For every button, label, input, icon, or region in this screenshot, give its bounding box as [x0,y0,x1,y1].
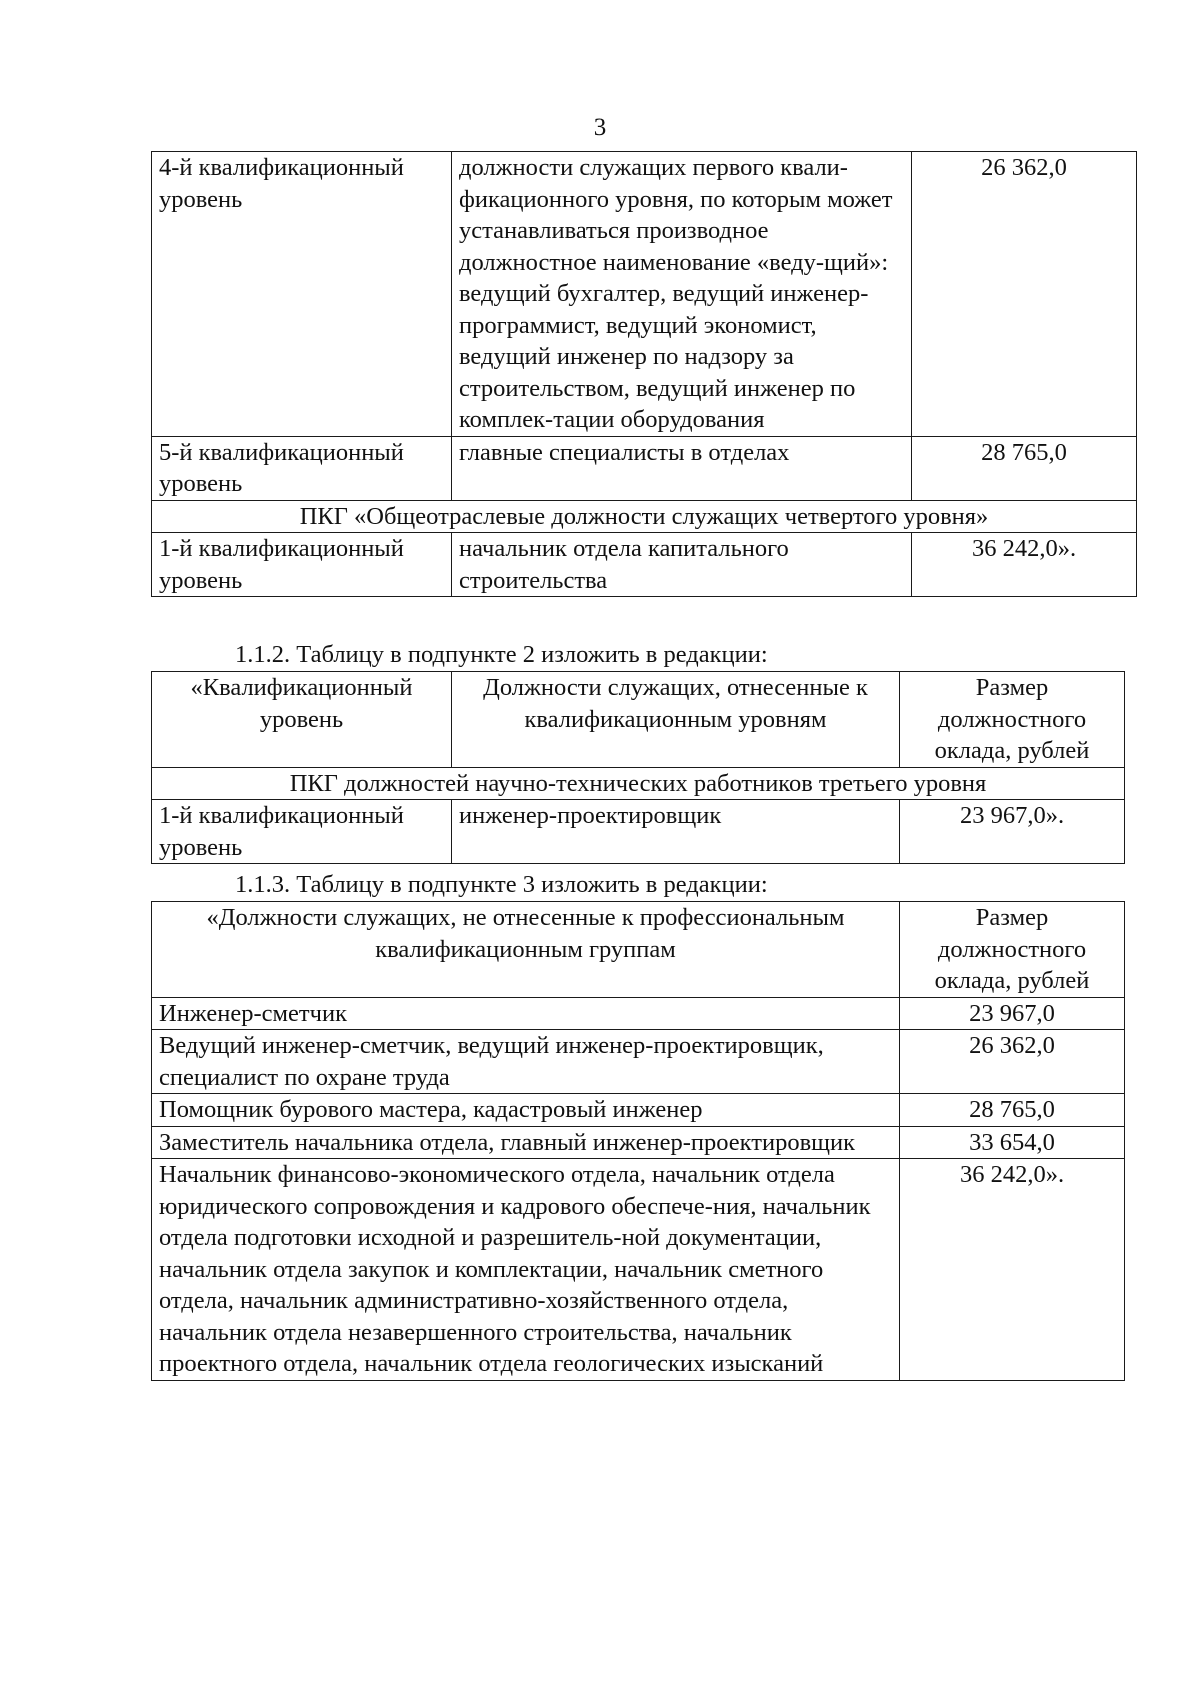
salary-cell: 26 362,0 [900,1030,1125,1094]
positions-cell: начальник отдела капитального строительства [452,533,912,597]
level-cell: 5-й квалификационный уровень [152,436,452,500]
salary-cell: 23 967,0 [900,997,1125,1030]
table-row [152,533,1137,597]
salary-cell: 26 362,0 [912,152,1137,437]
positions-cell: главные специалисты в отделах [452,436,912,500]
table-scientific-technical [151,671,1125,864]
positions-cell: Начальник финансово-экономического отдела, начальник отдела юридического сопровождения и кадрового обеспече-ния, начальник отдела подготовки исходной и разрешитель-ной документации, начальник отдела закупок и комплектации, начальник сметного отдела, начальник административно-хозяйственного отдела, начальник отдела незавершенного строительства, начальник проектного отдела, начальник отдела геологических изысканий [152,1159,900,1381]
header-positions: «Должности служащих, не отнесенные к профессиональным квалификационным группам [152,902,900,998]
group-heading: ПКГ должностей научно-технических работников третьего уровня [152,767,1125,800]
page-number: 3 [593,114,607,141]
paragraph-1-1-3: 1.1.3. Таблицу в подпункте 3 изложить в редакции: [235,871,768,898]
salary-cell: 28 765,0 [912,436,1137,500]
header-level: «Квалификационный уровень [152,672,452,768]
salary-cell: 28 765,0 [900,1094,1125,1127]
table-row [152,1094,1125,1127]
group-row [152,500,1137,533]
level-cell: 1-й квалификационный уровень [152,800,452,864]
positions-cell: Заместитель начальника отдела, главный инженер-проектировщик [152,1126,900,1159]
header-salary: Размер должностного оклада, рублей [900,902,1125,998]
level-cell: 1-й квалификационный уровень [152,533,452,597]
positions-cell: Инженер-сметчик [152,997,900,1030]
salary-cell: 36 242,0». [912,533,1137,597]
table-row [152,800,1125,864]
level-cell: 4-й квалификационный уровень [152,152,452,437]
table-row [152,1030,1125,1094]
positions-cell: инженер-проектировщик [452,800,900,864]
group-row [152,767,1125,800]
table-pkg-fourth-level [151,151,1137,597]
header-salary: Размер должностного оклада, рублей [900,672,1125,768]
table-row [152,1159,1125,1381]
salary-cell: 23 967,0». [900,800,1125,864]
table-row [152,436,1137,500]
table-header-row [152,902,1125,998]
positions-cell: Ведущий инженер-сметчик, ведущий инженер-проектировщик, специалист по охране труда [152,1030,900,1094]
table-non-pkg-positions [151,901,1125,1381]
table-row [152,997,1125,1030]
table-row [152,152,1137,437]
paragraph-1-1-2: 1.1.2. Таблицу в подпункте 2 изложить в редакции: [235,641,768,668]
table-header-row [152,672,1125,768]
header-positions: Должности служащих, отнесенные к квалификационным уровням [452,672,900,768]
table-row [152,1126,1125,1159]
salary-cell: 33 654,0 [900,1126,1125,1159]
salary-cell: 36 242,0». [900,1159,1125,1381]
positions-cell: Помощник бурового мастера, кадастровый инженер [152,1094,900,1127]
group-heading: ПКГ «Общеотраслевые должности служащих четвертого уровня» [152,500,1137,533]
positions-cell: должности служащих первого квали-фикационного уровня, по которым может устанавливаться производное должностное наименование «веду-щий»: ведущий бухгалтер, ведущий инженер-программист, ведущий экономист, ведущий инженер по надзору за строительством, ведущий инженер по комплек-тации оборудования [452,152,912,437]
